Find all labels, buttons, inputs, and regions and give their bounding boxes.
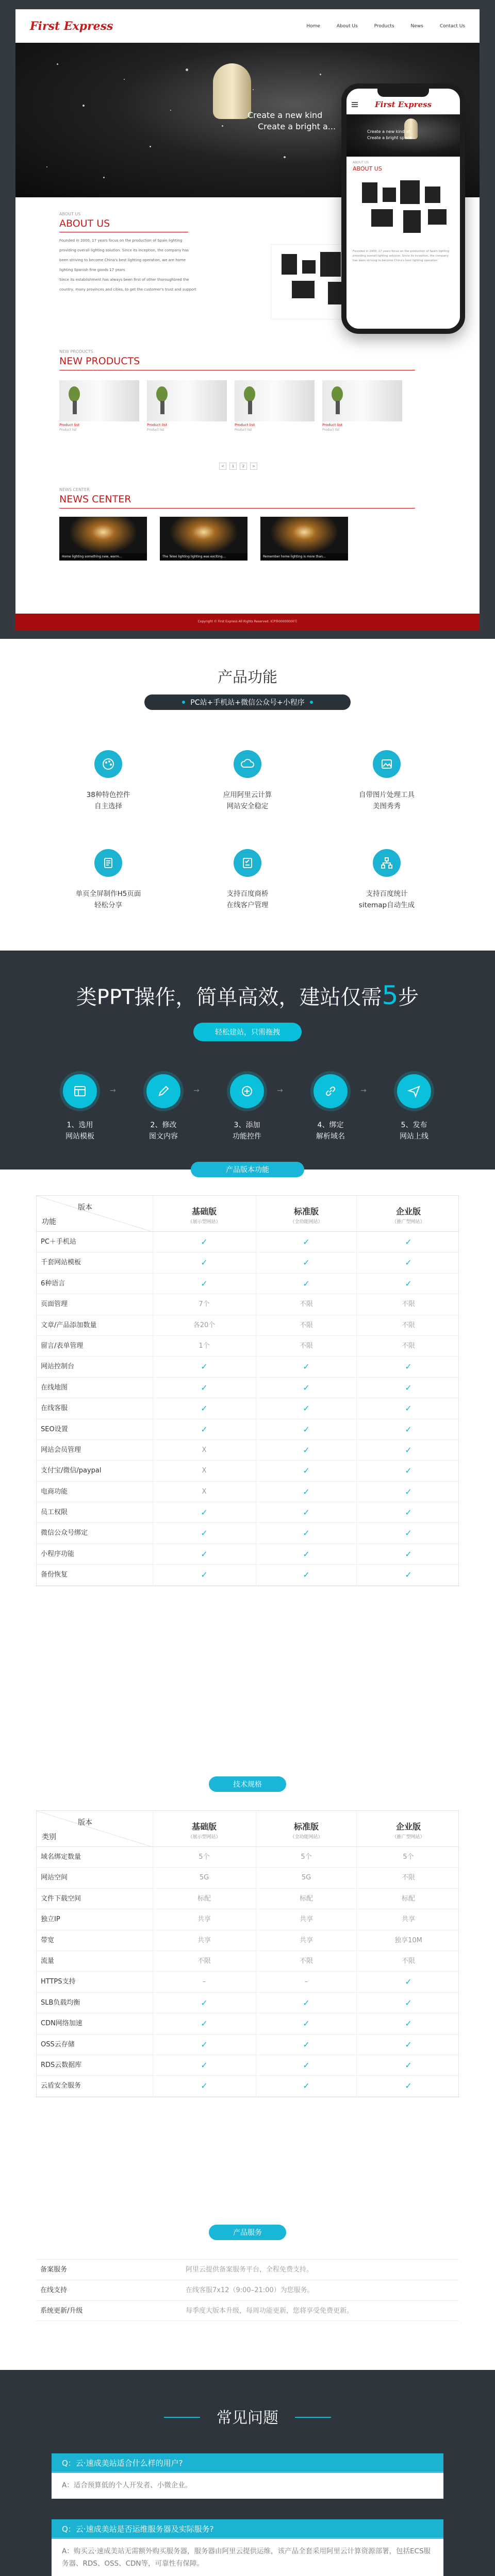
- menu-item-products[interactable]: Products: [374, 23, 394, 29]
- check-icon: ✓: [405, 2019, 412, 2029]
- news-en: NEWS CENTER: [59, 487, 90, 492]
- table-cell: 5个: [301, 1853, 312, 1861]
- check-icon: ✓: [405, 1466, 412, 1476]
- check-icon: ✓: [201, 2019, 208, 2029]
- check-icon: ✓: [405, 1445, 412, 1455]
- check-icon: ✓: [405, 2081, 412, 2091]
- table-cell: 不限: [401, 1300, 415, 1309]
- steps-section: [0, 951, 495, 1170]
- row-label: 文件下载空间: [41, 1894, 81, 1903]
- table-cell: 不限: [401, 1342, 415, 1350]
- add-control-icon: [230, 1074, 264, 1108]
- check-icon: ✓: [405, 1570, 412, 1580]
- check-icon: ✓: [201, 1403, 208, 1414]
- table-row: [37, 1440, 458, 1461]
- table-row: [37, 1357, 458, 1377]
- product-card[interactable]: [322, 380, 402, 421]
- features-pill: PC站+手机站+微信公众号+小程序: [144, 694, 351, 710]
- compare-table-header: 版本 功能 基础版 （展示型网站） 标准版 （全功能网站） 企业版 （推广型网站）: [37, 1196, 458, 1232]
- cloud-server-icon: [234, 750, 261, 778]
- phone-banner-text: Create a new kind of Create a bright space: [367, 129, 412, 140]
- check-icon: ✓: [405, 1362, 412, 1372]
- table-cell: 1个: [199, 1342, 210, 1350]
- about-text: Founded in 2000, 17 years focus on the production of Spain lighting providing overall lighting solution. Since its inception, the company has been striving to become China's best lighting operation, we are home lighting Spanish fine goods 17 years Since its establishment has always been first of other thoroughbred the country, many provinces and cities, to get the customer's trust and support: [59, 239, 196, 292]
- product-card[interactable]: [147, 380, 227, 421]
- row-label: 带宽: [41, 1936, 55, 1944]
- check-icon: ✓: [201, 2060, 208, 2070]
- table-row: [37, 1461, 458, 1481]
- check-icon: ✓: [405, 1486, 412, 1497]
- check-icon: ✓: [303, 2019, 310, 2029]
- mobile-site-preview: First Express Create a new kind of Create a bright space ABOUT US ABOUT US Founded in 2000, 17 years focus on the production of Spain lighting providing overall lighting solution. Since its inception, the company has been striving to become China's best lighting operation: [341, 83, 465, 334]
- table-row: [37, 1378, 458, 1398]
- check-icon: ✓: [303, 1424, 310, 1434]
- table-cell: –: [304, 1978, 308, 1986]
- row-label: RDS云数据库: [41, 2061, 82, 2069]
- row-label: 文章/产品添加数量: [41, 1321, 97, 1329]
- table-cell: 不限: [299, 1321, 313, 1329]
- table-cell: 共享: [299, 1916, 313, 1924]
- check-icon: ✓: [201, 1278, 208, 1289]
- check-icon: ✓: [303, 1382, 310, 1393]
- steps-title: 类PPT操作，简单高效，建站仅需5步: [76, 980, 419, 1010]
- steps-tag: 轻松建站，只需拖拽: [193, 1023, 302, 1041]
- check-icon: ✓: [303, 2081, 310, 2091]
- check-icon: ✓: [201, 1424, 208, 1434]
- check-icon: ✓: [201, 2039, 208, 2049]
- compare-tag: 产品版本功能: [191, 1162, 304, 1177]
- link-icon: [314, 1074, 348, 1108]
- products-en: NEW PRODUCTS: [59, 349, 93, 354]
- row-label: OSS云存储: [41, 2040, 75, 2048]
- table-row: [37, 1909, 458, 1930]
- row-label: 支付宝/微信/paypal: [41, 1467, 102, 1475]
- news-card[interactable]: The Teleo lighting lighting was exciting...: [160, 517, 248, 561]
- step-item: 5、发布 网站上线: [383, 1074, 445, 1142]
- table-row: [37, 1502, 458, 1523]
- table-row: [37, 1419, 458, 1440]
- phone-about-text: Founded in 2000, 17 years focus on the production of Spain lighting providing overall lighting solution. Since its inception, the company has been striving to become China's best lighting operation: [353, 250, 450, 262]
- table-cell: X: [202, 1487, 207, 1496]
- table-row: [37, 1398, 458, 1419]
- faq-item[interactable]: Q：云·速成美站适合什么样的用户? A：适合预算低的个人开发者、小微企业。: [52, 2453, 443, 2499]
- arrow-icon: →: [110, 1087, 116, 1095]
- send-icon: [397, 1074, 431, 1108]
- check-icon: ✓: [201, 1258, 208, 1268]
- check-icon: ✓: [405, 1382, 412, 1393]
- service-row: 在线支持 在线客服7x12（9:00–21:00）为您服务。: [36, 2280, 459, 2300]
- check-icon: ✓: [201, 1237, 208, 1247]
- order-icon: [234, 849, 261, 877]
- row-label: 在线地图: [41, 1383, 68, 1392]
- phone-about-title: ABOUT US: [353, 165, 382, 172]
- row-label: 备份恢复: [41, 1571, 68, 1579]
- table-row: [37, 1274, 458, 1294]
- check-icon: ✓: [405, 2039, 412, 2049]
- page-maker-icon: [94, 849, 122, 877]
- site-logo: First Express: [30, 19, 113, 33]
- check-icon: ✓: [303, 1362, 310, 1372]
- check-icon: ✓: [303, 1528, 310, 1538]
- table-cell: 5G: [301, 1874, 311, 1882]
- table-cell: 标配: [299, 1894, 313, 1903]
- row-label: 电商功能: [41, 1487, 68, 1496]
- spec-table: [36, 1810, 459, 2097]
- table-cell: 不限: [299, 1957, 313, 1965]
- news-title: NEWS CENTER: [59, 494, 131, 505]
- check-icon: ✓: [201, 1382, 208, 1393]
- check-icon: ✓: [303, 1466, 310, 1476]
- check-icon: ✓: [201, 1549, 208, 1559]
- table-row: [37, 1868, 458, 1888]
- table-row: [37, 1951, 458, 1972]
- check-icon: ✓: [303, 1549, 310, 1559]
- banner-line-1: Create a new kind: [248, 110, 323, 120]
- table-cell: 不限: [299, 1300, 313, 1309]
- edit-icon: [146, 1074, 180, 1108]
- menu-item-news[interactable]: News: [410, 23, 423, 29]
- news-card[interactable]: Remember home lighting is more than...: [260, 517, 348, 561]
- row-label: 留言/表单管理: [41, 1342, 84, 1350]
- check-icon: ✓: [405, 1507, 412, 1518]
- table-cell: 5个: [199, 1853, 210, 1861]
- about-title: ABOUT US: [59, 218, 110, 229]
- check-icon: ✓: [201, 1528, 208, 1538]
- check-icon: ✓: [405, 1258, 412, 1268]
- row-label: 微信公众号绑定: [41, 1529, 88, 1537]
- table-row: [37, 1972, 458, 1992]
- table-cell: X: [202, 1467, 207, 1475]
- row-label: 6种语言: [41, 1279, 65, 1287]
- check-icon: ✓: [303, 1486, 310, 1497]
- spec-tag: 技术规格: [209, 1776, 286, 1792]
- row-label: 员工权限: [41, 1509, 68, 1517]
- hero-preview: [0, 0, 495, 639]
- table-cell: 标配: [197, 1894, 211, 1903]
- table-row: [37, 2076, 458, 2096]
- table-row: [37, 1889, 458, 1909]
- pager-page[interactable]: 1: [229, 463, 237, 470]
- table-cell: 各20个: [193, 1321, 216, 1329]
- table-row: [37, 2035, 458, 2055]
- image-editor-icon: [373, 750, 401, 778]
- table-cell: 共享: [197, 1916, 211, 1924]
- check-icon: ✓: [405, 1278, 412, 1289]
- table-cell: X: [202, 1446, 207, 1454]
- site-footer: Copyright © First Express All Rights Reserved. ICP备00000000号: [15, 614, 480, 630]
- row-label: PC＋手机站: [41, 1238, 76, 1246]
- check-icon: ✓: [303, 1403, 310, 1414]
- product-card[interactable]: [235, 380, 315, 421]
- table-cell: 不限: [401, 1957, 415, 1965]
- product-pager: [219, 463, 257, 470]
- check-icon: ✓: [405, 1424, 412, 1434]
- feature-item: 38种特色控件 自主选择: [57, 750, 160, 812]
- compare-table: [36, 1195, 459, 1586]
- check-icon: ✓: [201, 1362, 208, 1372]
- row-label: 域名绑定数量: [41, 1853, 81, 1861]
- site-menu: [306, 24, 465, 29]
- row-label: SEO设置: [41, 1425, 68, 1433]
- row-label: 千套网站模板: [41, 1259, 81, 1267]
- table-cell: 共享: [401, 1916, 415, 1924]
- row-label: 网站会员管理: [41, 1446, 81, 1454]
- check-icon: ✓: [303, 2060, 310, 2070]
- table-row: [37, 1565, 458, 1585]
- features-title: 产品功能: [217, 668, 277, 686]
- check-icon: ✓: [405, 1977, 412, 1987]
- row-label: 网站控制台: [41, 1363, 75, 1371]
- check-icon: ✓: [303, 1278, 310, 1289]
- table-row: [37, 2055, 458, 2076]
- table-row: [37, 1315, 458, 1336]
- about-en: ABOUT US: [59, 212, 81, 216]
- arrow-icon: →: [360, 1087, 367, 1095]
- check-icon: ✓: [303, 1445, 310, 1455]
- service-row: 备案服务 阿里云提供备案服务平台，全程免费支持。: [36, 2259, 459, 2280]
- row-label: 页面管理: [41, 1300, 68, 1309]
- row-label: HTTPS支持: [41, 1978, 76, 1986]
- menu-item-home[interactable]: Home: [306, 23, 320, 29]
- feature-item: 自带图片处理工具 美图秀秀: [335, 750, 438, 812]
- features-section: [0, 639, 495, 951]
- phone-about-image: [353, 175, 454, 246]
- template-icon: [63, 1074, 97, 1108]
- feature-item: 支持百度统计 sitemap自动生成: [335, 849, 438, 911]
- check-icon: ✓: [405, 1237, 412, 1247]
- arrow-icon: →: [193, 1087, 200, 1095]
- table-cell: 不限: [401, 1874, 415, 1882]
- step-item: 3、添加 功能控件: [216, 1074, 278, 1142]
- phone-logo: First Express: [374, 100, 432, 109]
- feature-item: 应用阿里云计算 网站安全稳定: [196, 750, 299, 812]
- table-row: [37, 2013, 458, 2034]
- row-label: 云盾安全服务: [41, 2082, 81, 2090]
- table-cell: 共享: [299, 1936, 313, 1944]
- table-row: [37, 1930, 458, 1951]
- row-label: 在线客服: [41, 1404, 68, 1413]
- table-cell: 不限: [401, 1321, 415, 1329]
- table-cell: 独享10M: [394, 1936, 422, 1944]
- feature-item: 支持百度商桥 在线客户管理: [196, 849, 299, 911]
- service-row: 系统更新/升级 每季度大版本升级，每周功能更新，您将享受免费更新。: [36, 2300, 459, 2321]
- table-row: [37, 1482, 458, 1502]
- feature-item: 单页全屏制作H5页面 轻松分享: [57, 849, 160, 911]
- table-row: [37, 1252, 458, 1273]
- table-cell: 标配: [401, 1894, 415, 1903]
- faq-title: 常见问题: [217, 2409, 278, 2427]
- step-item: 2、修改 图文内容: [133, 1074, 194, 1142]
- table-row: [37, 1336, 458, 1357]
- check-icon: ✓: [303, 2039, 310, 2049]
- faq-section: [0, 2370, 495, 2576]
- table-row: [37, 1232, 458, 1252]
- product-card[interactable]: [59, 380, 139, 421]
- sitemap-icon: [373, 849, 401, 877]
- step-item: 4、绑定 解析域名: [300, 1074, 361, 1142]
- spec-table-header: 版本 类别 基础版 （展示型网站） 标准版 （全功能网站） 企业版 （推广型网站）: [37, 1811, 458, 1847]
- row-label: SLB负载均衡: [41, 1998, 80, 2007]
- table-cell: 7个: [199, 1300, 210, 1309]
- pager-page[interactable]: 2: [240, 463, 247, 470]
- table-cell: 5个: [403, 1853, 414, 1861]
- palette-icon: [94, 750, 122, 778]
- products-title: NEW PRODUCTS: [59, 355, 140, 367]
- row-label: 独立IP: [41, 1916, 60, 1924]
- table-row: [37, 1523, 458, 1544]
- check-icon: ✓: [201, 1507, 208, 1518]
- table-cell: 5G: [199, 1874, 209, 1882]
- arrow-icon: →: [277, 1087, 283, 1095]
- table-row: [37, 1544, 458, 1565]
- row-label: 小程序功能: [41, 1550, 75, 1558]
- table-row: [37, 1294, 458, 1315]
- pager-next[interactable]: >: [250, 463, 257, 470]
- table-cell: 不限: [197, 1957, 211, 1965]
- site-nav: [15, 9, 480, 43]
- check-icon: ✓: [303, 1997, 310, 2008]
- check-icon: ✓: [405, 2060, 412, 2070]
- step-item: 1、选用 网站模板: [49, 1074, 111, 1142]
- service-tag: 产品服务: [209, 2225, 286, 2240]
- table-cell: 不限: [299, 1342, 313, 1350]
- check-icon: ✓: [303, 1237, 310, 1247]
- menu-item-contact[interactable]: Contact Us: [439, 23, 465, 29]
- check-icon: ✓: [405, 1549, 412, 1559]
- table-row: [37, 1993, 458, 2013]
- row-label: CDN网络加速: [41, 2020, 82, 2028]
- check-icon: ✓: [405, 1997, 412, 2008]
- news-card[interactable]: Home lighting something new, warm...: [59, 517, 147, 561]
- pager-prev[interactable]: <: [219, 463, 226, 470]
- check-icon: ✓: [405, 1403, 412, 1414]
- check-icon: ✓: [303, 1570, 310, 1580]
- check-icon: ✓: [201, 1997, 208, 2008]
- menu-item-about[interactable]: About Us: [336, 23, 358, 29]
- table-cell: 共享: [197, 1936, 211, 1944]
- check-icon: ✓: [303, 1507, 310, 1518]
- table-cell: –: [202, 1978, 206, 1986]
- banner-lamp: [213, 63, 251, 119]
- row-label: 流量: [41, 1957, 55, 1965]
- faq-item[interactable]: Q：云·速成美站是否运维服务器及实际服务? A：购买云·速成美站无需额外购买服务器，服务器由阿里云提供运维，该产品全套采用阿里云计算资源部署，包括ECS服务器、RDS、OSS、CDN等，可靠性有保障。: [52, 2519, 443, 2576]
- table-row: [37, 1847, 458, 1868]
- check-icon: ✓: [201, 2081, 208, 2091]
- banner-line-2: Create a bright a...: [258, 122, 336, 131]
- desktop-site-preview: First Express Home About Us Products News Contact Us Create a new kind Create a bright a... ABOUT US ABOUT US Founded in 2000, 17 years focus on the production of Spain lighting providing overall lighting solution. Since its inception, the company has been striving to become China's best lighting operation, we are home lighting Spanish fine goods 17 years Since its establishment has always been first of other thoroughbred the country, many provinces and cities, to get the customer's trust and support NEW PRODUCTS NEW PRODUCTS Product list Product list Product list Product list Product list Product list Product list Product list < 1 2 > NEWS CENTER NEWS CENTER Home lighting something new, warm... The Teleo lighting lighting was exciting... Remember home lighting is more than... Copyright © First Express All Rights Reserved. ICP备00000000号: [15, 9, 480, 630]
- check-icon: ✓: [405, 1528, 412, 1538]
- row-label: 网站空间: [41, 1874, 68, 1882]
- check-icon: ✓: [201, 1570, 208, 1580]
- check-icon: ✓: [303, 1258, 310, 1268]
